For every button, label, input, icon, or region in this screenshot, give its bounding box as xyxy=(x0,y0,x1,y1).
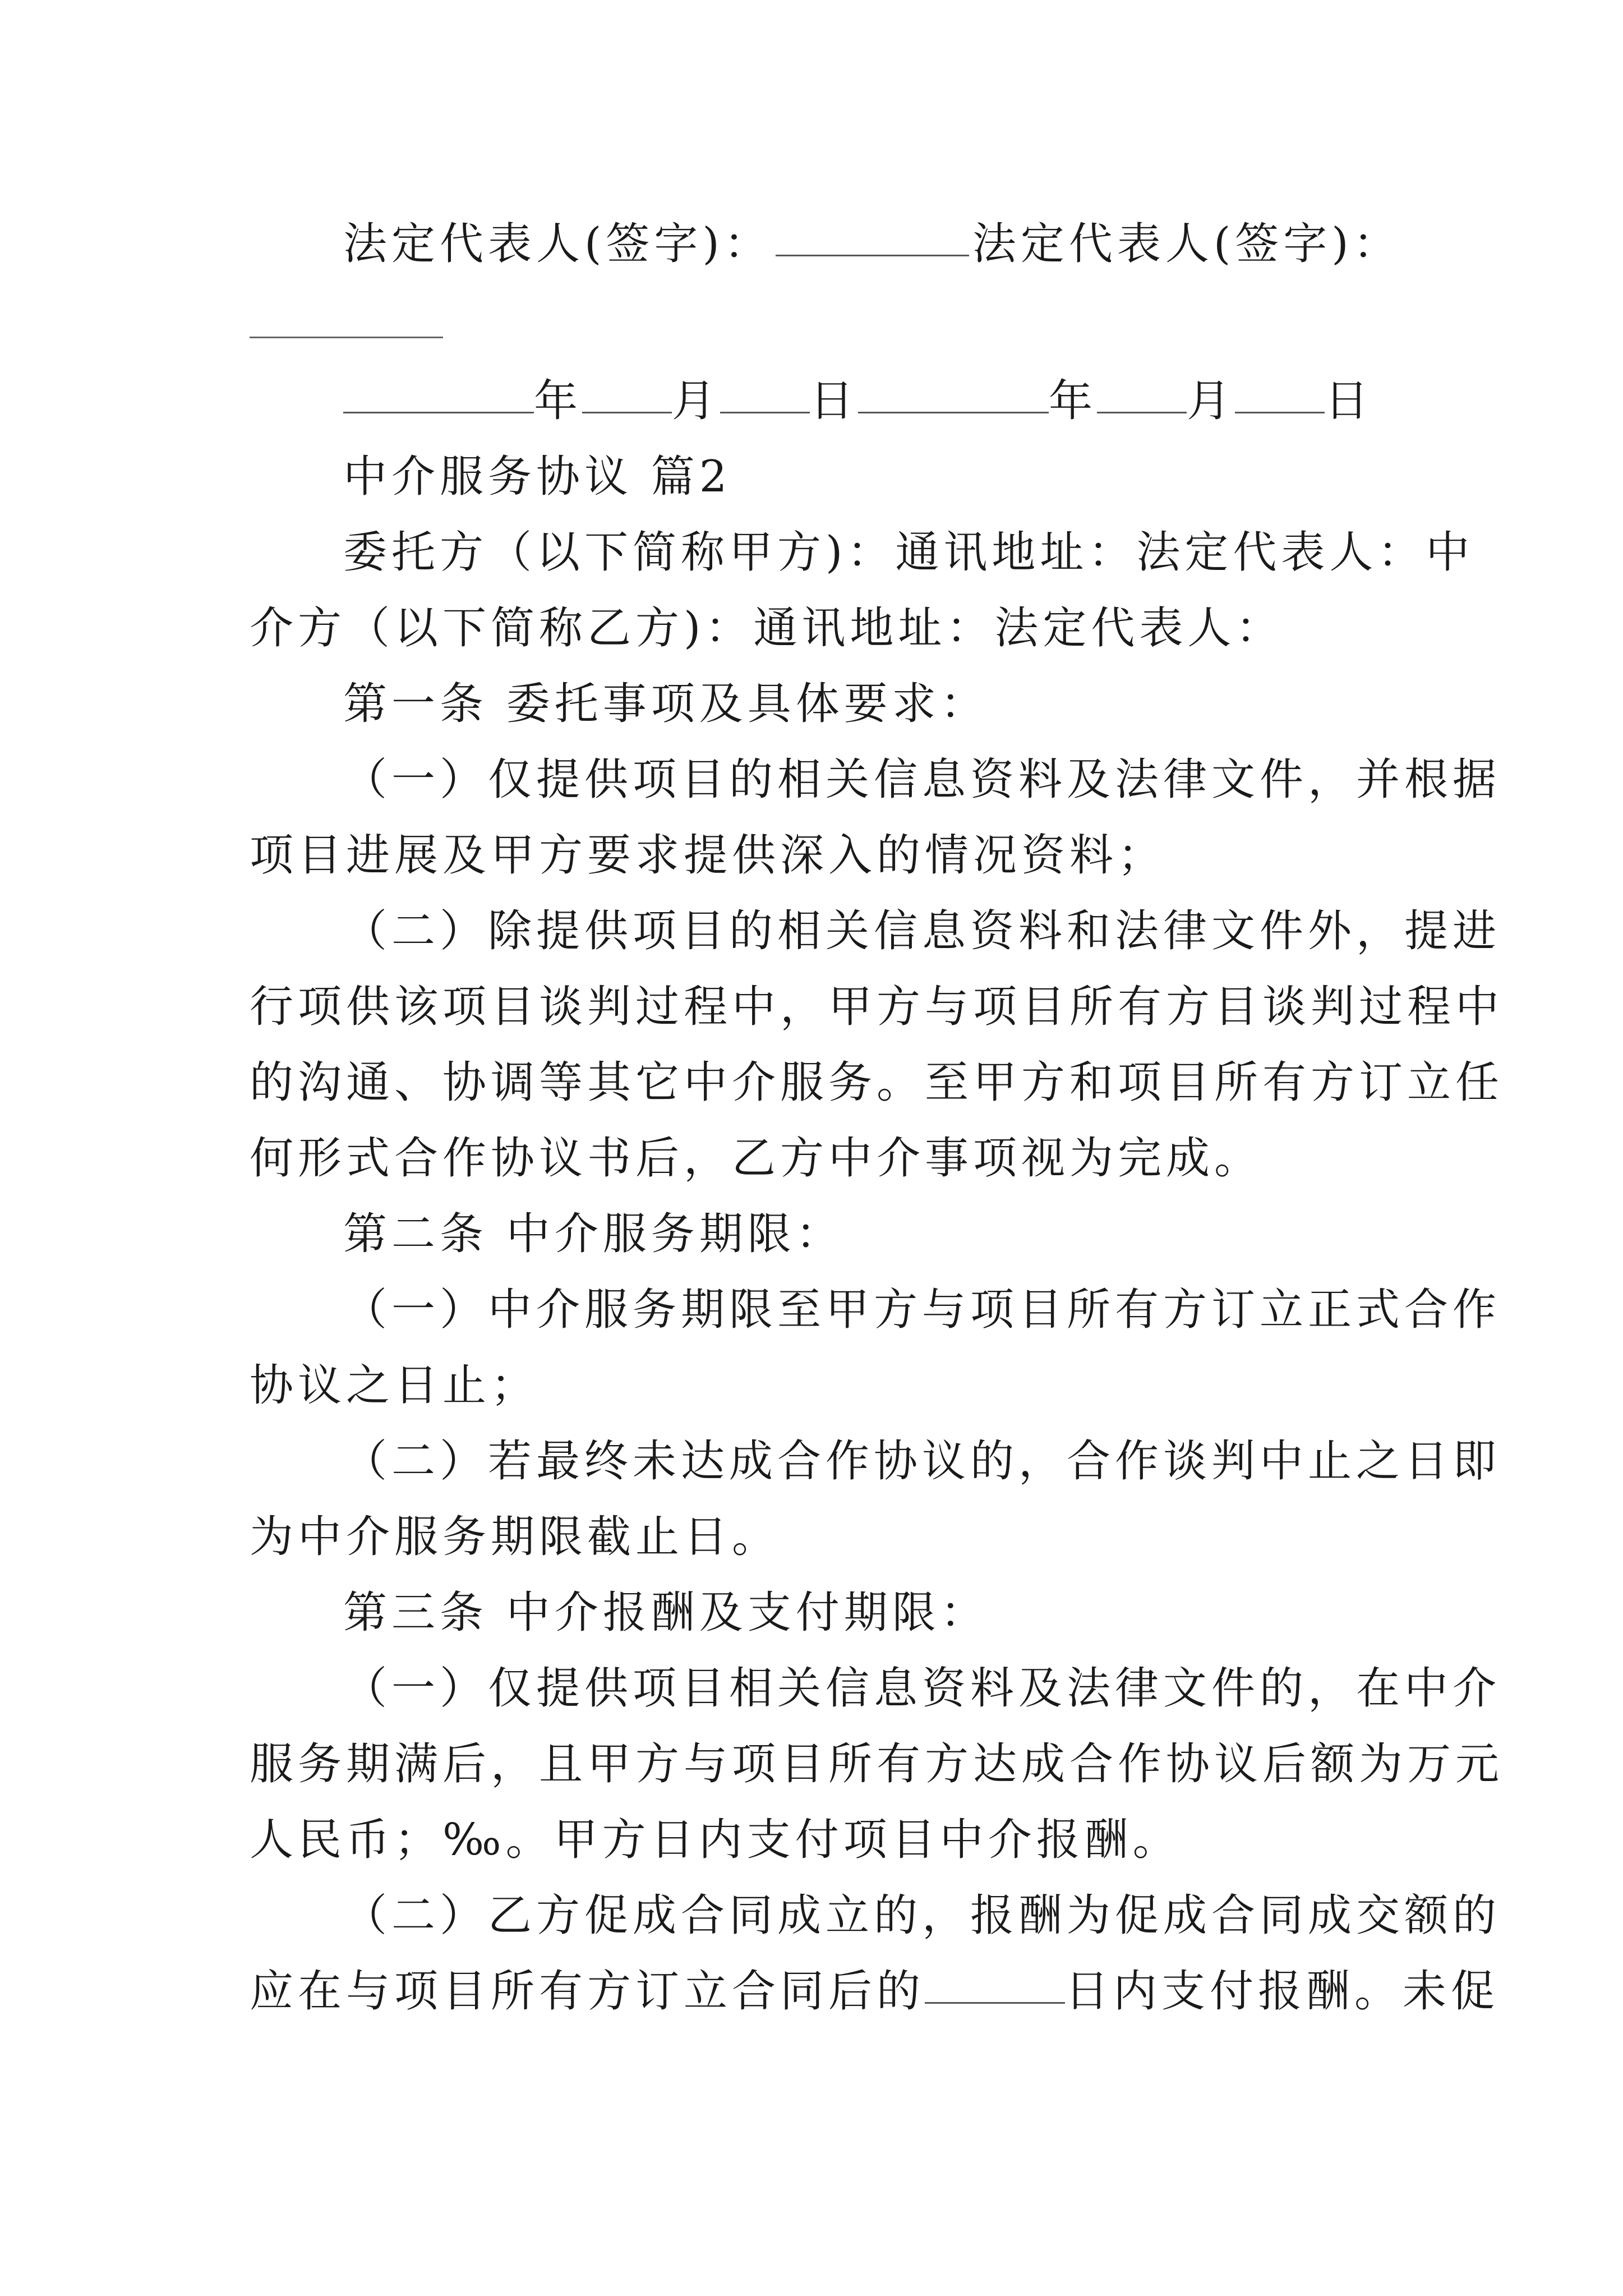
article-1-item-1-line-2: 项目进展及甲方要求提供深入的情况资料； xyxy=(250,830,1166,881)
article-1-item-2-line-1: （二）除提供项目的相关信息资料和法律文件外，提进 xyxy=(343,906,1501,956)
year-blank-b[interactable] xyxy=(858,412,1049,413)
signature-blank-party-b[interactable] xyxy=(250,337,443,338)
month-blank-a[interactable] xyxy=(582,412,672,413)
agreement-heading: 中介服务协议 篇2 xyxy=(343,452,732,502)
article-3-item-1-line-2: 服务期满后，且甲方与项目所有方达成合作协议后额为万元 xyxy=(250,1739,1504,1789)
article-3-item-2-line-2 xyxy=(250,1963,1499,2019)
year-label-b: 年 xyxy=(1049,376,1098,426)
article-3-title: 第三条 中介报酬及支付期限： xyxy=(343,1588,989,1638)
article-2-item-1-line-1: （一）中介服务期限至甲方与项目所有方订立正式合作 xyxy=(343,1285,1501,1335)
article-2-title: 第二条 中介服务期限： xyxy=(343,1209,844,1259)
article-1-item-2-line-2: 行项供该项目谈判过程中，甲方与项目所有方目谈判过程中 xyxy=(250,982,1504,1032)
day-label-a: 日 xyxy=(810,376,859,426)
article-3-item-1-line-1: （一）仅提供项目相关信息资料及法律文件的，在中介 xyxy=(343,1663,1501,1714)
parties-line-1: 委托方（以下简称甲方)：通讯地址：法定代表人：中 xyxy=(343,527,1474,578)
month-label-b: 月 xyxy=(1187,376,1235,426)
signature-blank-party-a[interactable] xyxy=(776,255,969,256)
article-2-item-2-line-1: （二）若最终未达成合作协议的，合作谈判中止之日即 xyxy=(343,1436,1501,1487)
month-blank-b[interactable] xyxy=(1097,412,1187,413)
article-2-item-1-line-2: 协议之日止； xyxy=(250,1360,540,1411)
day-label-b: 日 xyxy=(1325,376,1373,426)
day-blank-b[interactable] xyxy=(1235,412,1325,413)
article-2-item-2-line-2: 为中介服务期限截止日。 xyxy=(250,1512,781,1562)
signature-label-party-b: 法定代表人(签字)： xyxy=(972,219,1401,269)
year-label-a: 年 xyxy=(534,376,583,426)
signature-label-party-a: 法定代表人(签字)： xyxy=(343,219,772,269)
article-1-item-2-line-4: 何形式合作协议书后，乙方中介事项视为完成。 xyxy=(250,1133,1263,1184)
day-blank-a[interactable] xyxy=(720,412,810,413)
payment-days-blank[interactable] xyxy=(925,2002,1065,2004)
month-label-a: 月 xyxy=(672,376,721,426)
article-3-item-1-line-3: 人民币；‰。甲方日内支付项目中介报酬。 xyxy=(250,1815,1181,1865)
article-1-item-2-line-3: 的沟通、协调等其它中介服务。至甲方和项目所有方订立任 xyxy=(250,1057,1504,1108)
signature-line xyxy=(343,216,1401,272)
date-line xyxy=(343,373,1373,429)
article-3-item-2-line-2-before: 应在与项目所有方订立合同后的 xyxy=(250,1966,925,2017)
article-1-item-1-line-1: （一）仅提供项目的相关信息资料及法律文件，并根据 xyxy=(343,754,1501,805)
article-1-title: 第一条 委托事项及具体要求： xyxy=(343,679,989,729)
parties-line-2: 介方（以下简称乙方)：通讯地址：法定代表人： xyxy=(250,603,1284,654)
year-blank-a[interactable] xyxy=(343,412,534,413)
article-3-item-2-line-2-after: 日内支付报酬。未促 xyxy=(1065,1966,1500,2017)
article-3-item-2-line-1: （二）乙方促成合同成立的，报酬为促成合同成交额的 xyxy=(343,1890,1501,1941)
